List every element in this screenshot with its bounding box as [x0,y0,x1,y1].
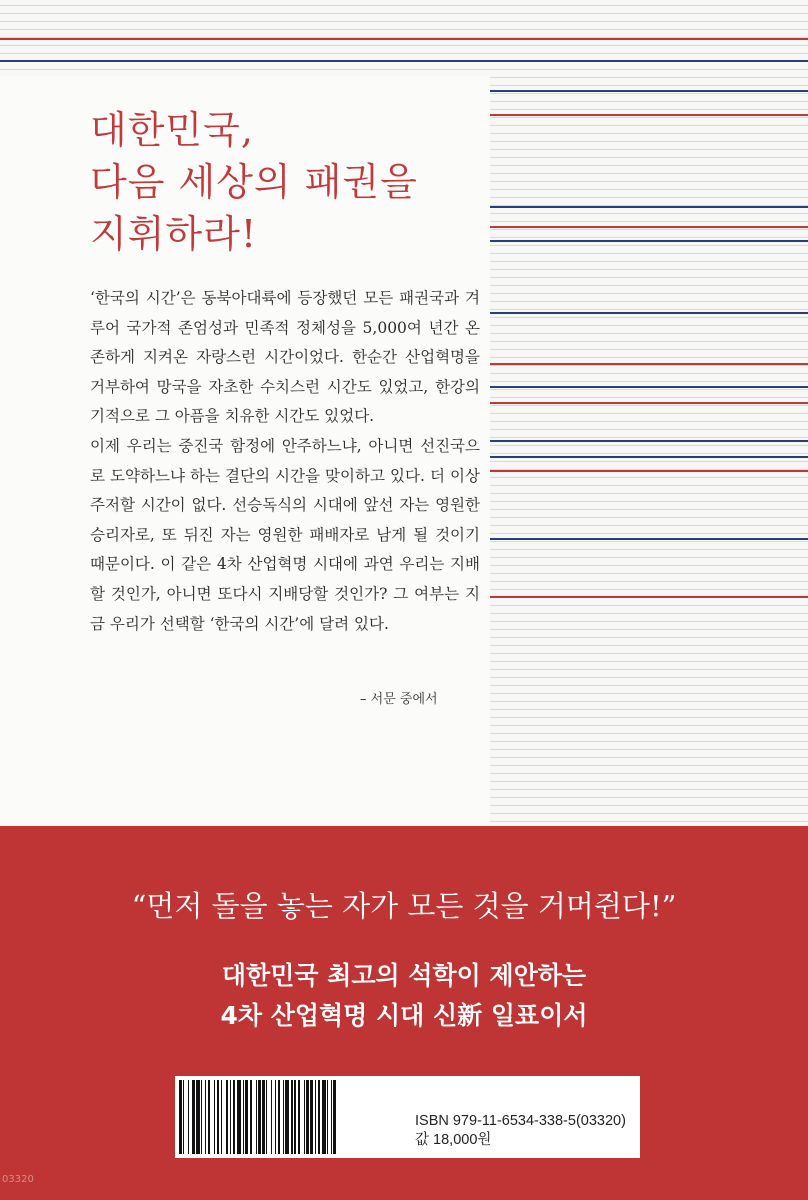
headline-line: 대한민국, [90,108,254,152]
headline [90,104,418,260]
accent-line [490,114,808,116]
source-credit: – 서문 중에서 [360,692,438,707]
accent-line [490,206,808,208]
tagline: 4차 산업혁명 시대 신新 일표이서 [220,1001,588,1030]
accent-line [490,440,808,442]
headline-line: 다음 세상의 패권을 [90,160,418,204]
accent-line [490,538,808,540]
headline-line: 지휘하라! [90,212,258,256]
isbn-number: ISBN 979-11-6534-338-5(03320) [415,1113,626,1129]
pull-quote: “먼저 돌을 놓는 자가 모든 것을 거머쥔다!” [131,889,677,923]
paragraph: 이제 우리는 중진국 함정에 안주하느냐, 아니면 선진국으로 도약하느냐 하는 결단의 시간을 맞이하고 있다. 더 이상 주저할 시간이 없다. 선승독식의 시대에 앞선 자는 영원한 승리자로, 또 뒤진 자는 영원한 패배자로 남게 될 것이기 때문이다. 이 같은 4차 산업혁명 시대에 과연 우리는 지배할 것인가, 아니면 또다시 지배당할 것인가? 그 여부는 지금 우리가 선택할 ‘한국의 시간’에 달려 있다. [90,436,480,633]
accent-line [490,90,808,92]
accent-line [490,240,808,242]
accent-line [490,456,808,458]
paragraph: ‘한국의 시간’은 동북아대륙에 등장했던 모든 패권국과 겨루어 국가적 존엄성과 민족적 정체성을 5,000여 년간 온존하게 지켜온 자랑스런 시간이었다. 한순간 산업혁명을 거부하여 망국을 자초한 수치스런 시간도 있었고, 한강의 기적으로 그 아픔을 치유한 시간도 있었다. [90,289,480,426]
barcode-bar [333,1080,336,1154]
accent-line [490,312,808,314]
corner-code: 03320 [2,1174,34,1185]
isbn-block [415,1112,626,1150]
barcode-panel [175,1076,640,1158]
accent-line [490,226,808,228]
preface-excerpt [90,284,480,639]
barcode [179,1080,405,1154]
accent-line [490,470,808,472]
accent-line [490,596,808,598]
accent-line [0,38,808,40]
tagline: 대한민국 최고의 석학이 제안하는 [221,961,587,990]
accent-line [490,402,808,404]
price: 값 18,000원 [415,1132,492,1148]
accent-line [0,60,808,62]
